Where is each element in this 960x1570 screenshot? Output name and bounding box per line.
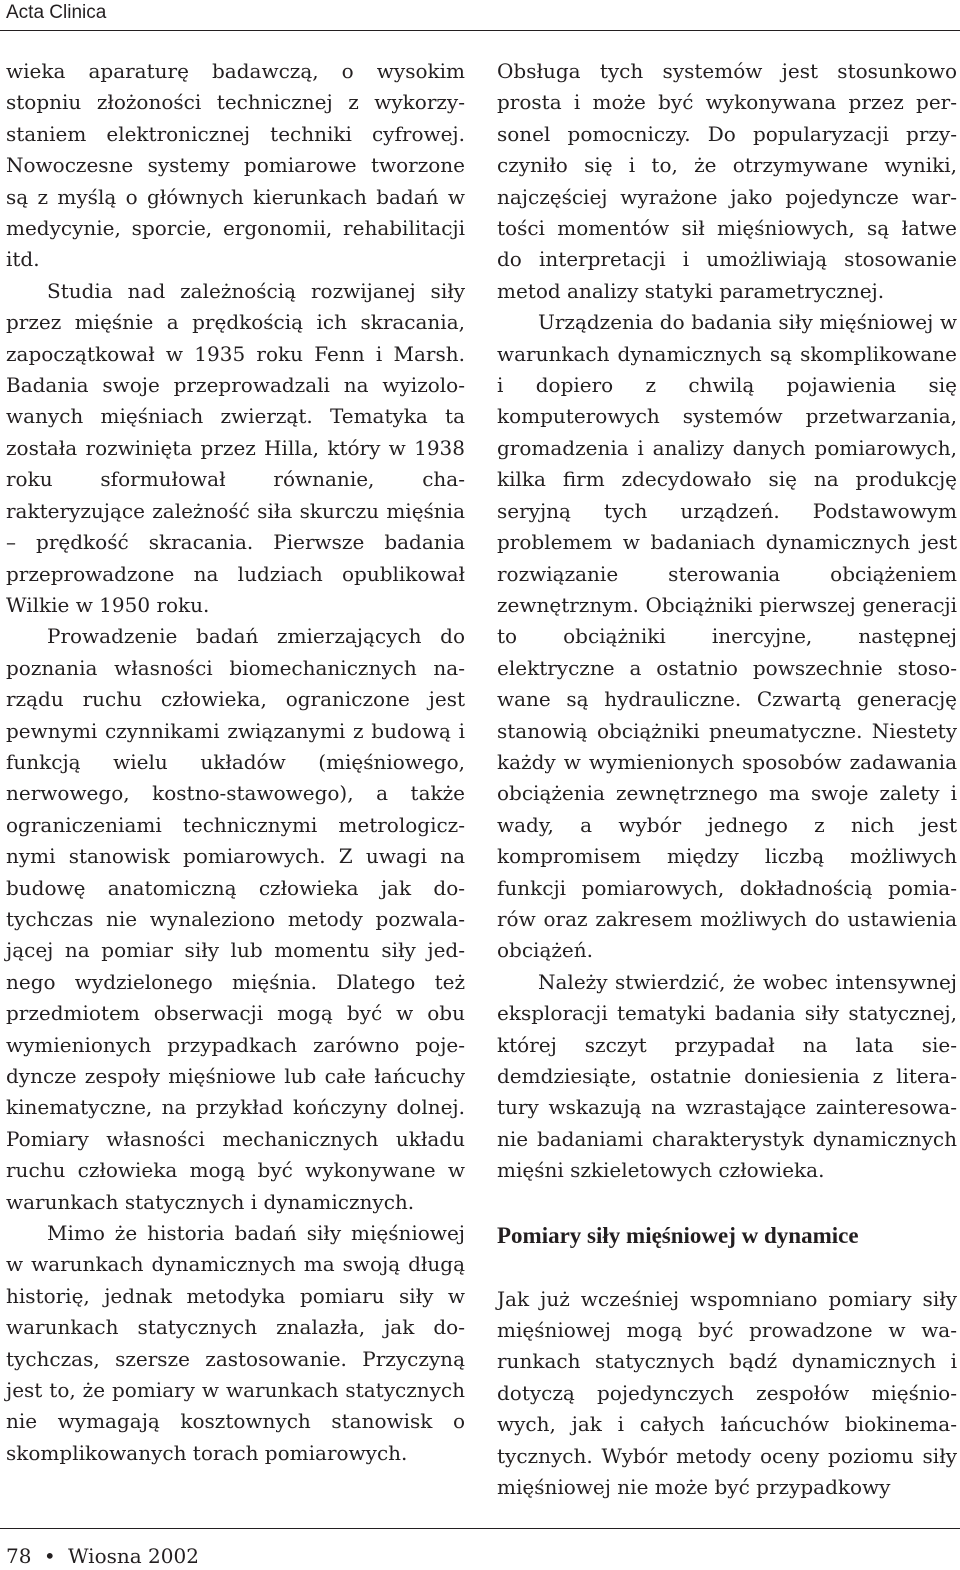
right-column [497,56,957,1503]
section-heading: Pomiary siły mięśniowej w dynamice [497,1222,859,1248]
bullet-separator: • [43,1544,56,1568]
paragraph: Urządzenia do badania siły mięśniowej w warunkach dynamicznych są skomplikowane i dopiero z chwilą pojawienia się komputerowych systemów przetwarzania, gromadzenia i analizy danych pomiarowych, kilka firm zdecydowało się na produkcję seryjną tych urządzeń. Podstawowym problemem w badaniach dynamicznych jest rozwiązanie sterowania obciążeniem zewnętrznym. Obciążniki pierwszej generacji to obciążniki inercyjne, następnej elektryczne a ostatnio powszechnie stosowane są hydrauliczne. Czwartą generację stanowią obciążniki pneumatyczne. Niestety każdy w wymienionych sposobów zadawania obciążenia zewnętrznego ma swoje zalety i wady, a wybór jednego z nich jest kompromisem między liczbą możliwych funkcji pomiarowych, dokładnością pomiarów oraz zakresem możliwych do ustawienia obciążeń. [497,310,957,963]
issue-label: Wiosna 2002 [67,1544,199,1568]
paragraph: wieka aparaturę badawczą, o wysokim stopniu złożoności technicznej z wykorzystaniem elektronicznej techniki cyfrowej. Nowoczesne systemy pomiarowe tworzone są z myślą o głównych kierunkach badań w medycynie, sporcie, ergonomii, rehabilitacji itd. [6,59,465,272]
page-footer [6,1544,199,1568]
page-number: 78 [6,1544,32,1568]
journal-name: Acta Clinica [6,2,107,23]
page-header [0,0,960,30]
paragraph: Obsługa tych systemów jest stosunkowo prosta i może być wykonywana przez personel pomocniczy. Do popularyzacji przyczyniło się i to, że otrzymywane wyniki, najczęściej wyrażone jako pojedyncze wartości momentów sił mięśniowych, są łatwe do interpretacji i umożliwiają stosowanie metod analizy statyki parametrycznej. [497,59,957,303]
paragraph: Jak już wcześniej wspomniano pomiary siły mięśniowej mogą być prowadzone w warunkach statycznych bądź dynamicznych i dotyczą pojedynczych zespołów mięśniowych, jak i całych łańcuchów biokinematycznych. Wybór metody oceny poziomu siły mięśniowej nie może być przypadkowy [497,1286,957,1500]
paragraph: Mimo że historia badań siły mięśniowej w warunkach dynamicznych ma swoją długą historię, jednak metodyka pomiaru siły w warunkach statycznych znalazła, jak dotychczas, szersze zastosowanie. Przyczyną jest to, że pomiary w warunkach statycznych nie wymagają kosztownych stanowisk o skomplikowanych torach pomiarowych. [6,1221,465,1465]
footer-rule [0,1528,960,1529]
left-column [6,56,465,1469]
paragraph: Studia nad zależnością rozwijanej siły przez mięśnie a prędkością ich skracania, zapoczątkował w 1935 roku Fenn i Marsh. Badania swoje przeprowadzali na wyizolowanych mięśniach zwierząt. Tematyka ta została rozwinięta przez Hilla, który w 1938 roku sformułował równanie, charakteryzujące zależność siła skurczu mięśnia – prędkość skracania. Pierwsze badania przeprowadzone na ludziach opublikował Wilkie w 1950 roku. [6,278,465,617]
paragraph: Należy stwierdzić, że wobec intensywnej eksploracji tematyki badania siły statycznej, której szczyt przypadał na lata siedemdziesiąte, ostatnie doniesienia z literatury wskazują na wzrastające zainteresowanie badaniami charakterystyk dynamicznych mięśni szkieletowych człowieka. [497,969,957,1183]
paragraph: Prowadzenie badań zmierzających do poznania własności biomechanicznych narządu ruchu człowieka, ograniczone jest pewnymi czynnikami związanymi z budową i funkcją wielu układów (mięśniowego, nerwowego, kostno-stawowego), a także ograniczeniami technicznymi metrologicznymi stanowisk pomiarowych. Z uwagi na budowę anatomiczną człowieka jak dotychczas nie wynaleziono metody pozwalającej na pomiar siły lub momentu siły jednego wydzielonego mięśnia. Dlatego też przedmiotem obserwacji mogą być w obu wymienionych przypadkach zarówno pojedyncze zespoły mięśniowe lub całe łańcuchy kinematyczne, na przykład kończyny dolnej. Pomiary własności mechanicznych układu ruchu człowieka mogą być wykonywane w warunkach statycznych i dynamicznych. [6,624,465,1214]
header-rule [0,30,960,31]
